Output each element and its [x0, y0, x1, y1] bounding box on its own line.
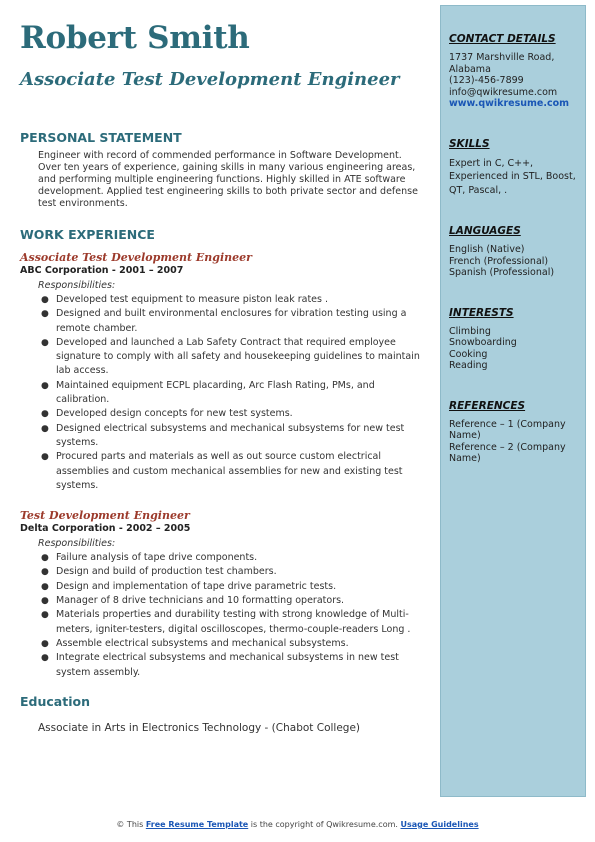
- list-item: Climbing: [449, 325, 491, 337]
- section-heading-skills: SKILLS: [449, 137, 490, 150]
- candidate-name: Robert Smith: [20, 20, 250, 56]
- job-company: Delta Corporation - 2002 – 2005: [20, 523, 191, 535]
- interests-section: [449, 307, 577, 372]
- job-entry: [20, 509, 420, 680]
- skills-text: Expert in C, C++, Experienced in STL, Boost, QT, Pascal, .: [449, 157, 576, 196]
- list-item: Spanish (Professional): [449, 267, 555, 278]
- statement-text: Engineer with record of commended performance in Software Development. Over ten years of experience, gaining skills in many various engineering areas, and performing multiple engineering functions. Highly skilled in ATE software development. Applied test engineering skills to both private sector and defense test environments.: [38, 150, 418, 209]
- contact-section: [449, 33, 577, 110]
- section-heading-references: REFERENCES: [449, 399, 526, 412]
- section-heading-languages: LANGUAGES: [449, 225, 521, 237]
- education-section: [20, 694, 420, 734]
- list-item: French (Professional): [449, 255, 549, 267]
- list-item: Reference – 1 (Company Name): [449, 418, 566, 441]
- main-column: [20, 130, 420, 734]
- list-item: Snowboarding: [449, 337, 517, 348]
- section-heading-experience: WORK EXPERIENCE: [20, 227, 155, 242]
- list-item: ● Developed and launched a Lab Safety Contract that required employee signature to comply with all safety and housekeeping guidelines to maintain lab access.: [41, 336, 420, 377]
- bullet-icon: ●: [41, 409, 49, 420]
- candidate-title: Associate Test Development Engineer: [20, 69, 400, 90]
- section-heading-statement: PERSONAL STATEMENT: [20, 130, 182, 145]
- bullet-icon: ●: [41, 380, 49, 391]
- list-item: Reading: [449, 360, 488, 371]
- bullet-icon: ●: [41, 337, 49, 348]
- list-item: ● Materials properties and durability testing with strong knowledge of Multi-meters, igniter-testers, digital oscilloscopes, thermo-couple-readers Long .: [41, 609, 411, 635]
- list-item: ● Maintained equipment ECPL placarding, Arc Flash Rating, PMs, and calibration.: [41, 379, 375, 406]
- list-item: ● Design and build of production test chambers.: [56, 565, 420, 579]
- phone-number: (123)-456-7899: [449, 75, 524, 86]
- responsibilities-label: Responsibilities:: [38, 280, 116, 291]
- bullet-icon: ●: [41, 452, 49, 463]
- skills-section: [449, 138, 577, 198]
- job-title: Test Development Engineer: [20, 509, 190, 523]
- list-item: ● Procured parts and materials as well as out source custom electrical assemblies and custom mechanical assemblies for new and existing test systems.: [41, 451, 403, 491]
- list-item: ● Designed electrical subsystems and mechanical subsystems for new test systems.: [41, 422, 405, 448]
- bullet-icon: ●: [41, 567, 49, 578]
- list-item: ● Design and implementation of tape drive parametric tests.: [56, 580, 420, 594]
- bullet-icon: ●: [41, 581, 49, 592]
- job-entry: [20, 251, 420, 493]
- bullet-icon: ●: [41, 596, 49, 607]
- usage-guidelines-link[interactable]: Usage Guidelines: [400, 820, 479, 829]
- email-address: info@qwikresume.com: [449, 86, 558, 98]
- work-experience-section: [20, 227, 420, 680]
- bullet-icon: ●: [41, 309, 49, 320]
- bullet-icon: ●: [41, 638, 49, 649]
- sidebar: [440, 5, 586, 797]
- list-item: Reference – 2 (Company Name): [449, 441, 566, 464]
- section-heading-contact: CONTACT DETAILS: [449, 33, 556, 45]
- footer-text: is the copyright of Qwikresume.com.: [248, 820, 401, 829]
- section-heading-education: Education: [20, 693, 90, 709]
- address-line: Alabama: [449, 63, 491, 75]
- languages-section: [449, 225, 577, 279]
- list-item: English (Native): [449, 244, 525, 255]
- list-item: ● Assemble electrical subsystems and mechanical subsystems.: [56, 637, 420, 651]
- personal-statement-section: [20, 130, 420, 210]
- list-item: ● Integrate electrical subsystems and mechanical subsystems in new test system assembly.: [41, 652, 399, 678]
- section-heading-interests: INTERESTS: [449, 306, 514, 319]
- education-entry: Associate in Arts in Electronics Technology - (Chabot College): [38, 721, 361, 734]
- bullet-icon: ●: [41, 423, 49, 434]
- list-item: ● Failure analysis of tape drive components.: [56, 551, 420, 565]
- footer: [0, 820, 595, 829]
- website-link[interactable]: www.qwikresume.com: [449, 98, 570, 109]
- list-item: Cooking: [449, 348, 488, 360]
- bullet-icon: ●: [41, 653, 49, 664]
- job-company: ABC Corporation - 2001 – 2007: [20, 265, 184, 276]
- free-resume-template-link[interactable]: Free Resume Template: [145, 820, 249, 829]
- responsibilities-list: [20, 293, 420, 493]
- address-line: 1737 Marshville Road,: [449, 52, 555, 63]
- references-section: [449, 400, 577, 465]
- footer-text: © This: [116, 820, 146, 829]
- list-item: ● Developed test equipment to measure piston leak rates .: [56, 293, 420, 307]
- list-item: ● Manager of 8 drive technicians and 10 formatting operators.: [56, 594, 420, 608]
- bullet-icon: ●: [41, 295, 49, 305]
- list-item: ● Developed design concepts for new test systems.: [56, 407, 420, 421]
- job-title: Associate Test Development Engineer: [20, 251, 252, 264]
- bullet-icon: ●: [41, 553, 49, 564]
- responsibilities-list: [20, 551, 420, 680]
- responsibilities-label: Responsibilities:: [38, 538, 116, 550]
- bullet-icon: ●: [41, 610, 49, 621]
- list-item: ● Designed and built environmental enclosures for vibration testing using a remote chamber.: [41, 308, 407, 334]
